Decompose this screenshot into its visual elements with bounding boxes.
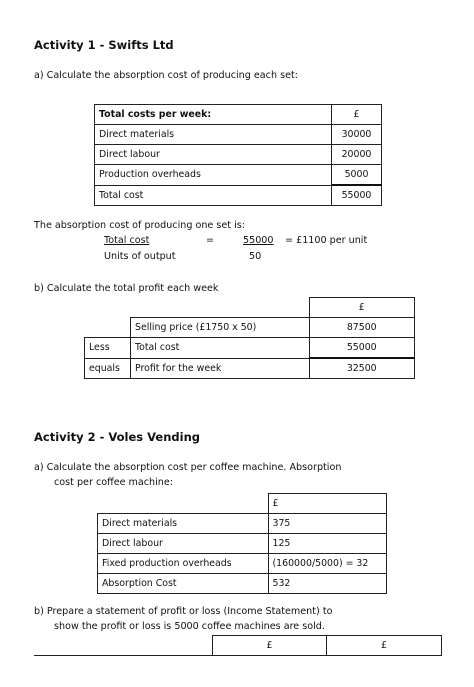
table-row (98, 494, 387, 514)
column-unit-2: £ (327, 636, 442, 656)
row-label: Direct materials (95, 125, 332, 145)
table-row (98, 514, 387, 534)
row-label: Absorption Cost (98, 574, 269, 594)
row-value: 125 (268, 534, 387, 554)
calc-numerator-value: 55000 (243, 235, 274, 246)
activity2-question-b-line2: show the profit or loss is 5000 coffee machines are sold. (54, 621, 325, 632)
row-value: 55000 (332, 185, 382, 206)
row-value: 30000 (332, 125, 382, 145)
activity2-question-a-line1: a) Calculate the absorption cost per coffee machine. Absorption (34, 462, 342, 473)
absorption-cost-table (97, 493, 387, 594)
calc-intro: The absorption cost of producing one set is: (34, 220, 245, 231)
calc-numerator-label: Total cost (104, 235, 150, 246)
row-value: 87500 (309, 318, 415, 338)
table-row (95, 185, 382, 206)
income-statement-table (212, 635, 442, 656)
table-row (95, 105, 382, 125)
activity2-title: Activity 2 - Voles Vending (34, 430, 200, 444)
table-header-unit: £ (309, 298, 415, 318)
activity1-question-b: b) Calculate the total profit each week (34, 283, 219, 294)
row-label: Direct labour (98, 534, 269, 554)
table-row (85, 298, 415, 318)
activity1-title: Activity 1 - Swifts Ltd (34, 38, 174, 52)
row-value: 55000 (309, 338, 415, 359)
row-value: 20000 (332, 145, 382, 165)
row-prefix: equals (85, 358, 131, 379)
calc-equals: = (206, 235, 215, 246)
table-row (85, 338, 415, 359)
table-header-unit: £ (268, 494, 387, 514)
row-label: Total cost (131, 338, 310, 359)
row-prefix: Less (85, 338, 131, 359)
profit-table (84, 297, 415, 379)
row-label: Production overheads (95, 165, 332, 186)
row-label: Direct materials (98, 514, 269, 534)
row-label: Profit for the week (131, 358, 310, 379)
row-label: Direct labour (95, 145, 332, 165)
total-costs-table (94, 104, 382, 206)
activity2-question-a-line2: cost per coffee machine: (54, 477, 174, 488)
table-row (98, 554, 387, 574)
column-unit-1: £ (213, 636, 327, 656)
table-row (95, 125, 382, 145)
activity2-question-b-line1: b) Prepare a statement of profit or loss (Income Statement) to (34, 606, 333, 617)
calc-result: = £1100 per unit (285, 235, 368, 246)
activity1-question-a: a) Calculate the absorption cost of producing each set: (34, 70, 298, 81)
table-row (98, 574, 387, 594)
row-label: Total cost (95, 185, 332, 206)
row-value: 532 (268, 574, 387, 594)
table-row (95, 145, 382, 165)
table-row (98, 534, 387, 554)
table-row (85, 318, 415, 338)
row-label: Selling price (£1750 x 50) (131, 318, 310, 338)
calc-denominator-value: 50 (249, 251, 262, 262)
table-header-label: Total costs per week: (95, 105, 332, 125)
row-prefix (85, 318, 131, 338)
table-row (213, 636, 442, 656)
row-value: (160000/5000) = 32 (268, 554, 387, 574)
calc-denominator-label: Units of output (104, 251, 176, 262)
row-value: 5000 (332, 165, 382, 186)
table-row (95, 165, 382, 186)
table-header-unit: £ (332, 105, 382, 125)
row-label: Fixed production overheads (98, 554, 269, 574)
table-row (85, 358, 415, 379)
row-value: 375 (268, 514, 387, 534)
row-value: 32500 (309, 358, 415, 379)
